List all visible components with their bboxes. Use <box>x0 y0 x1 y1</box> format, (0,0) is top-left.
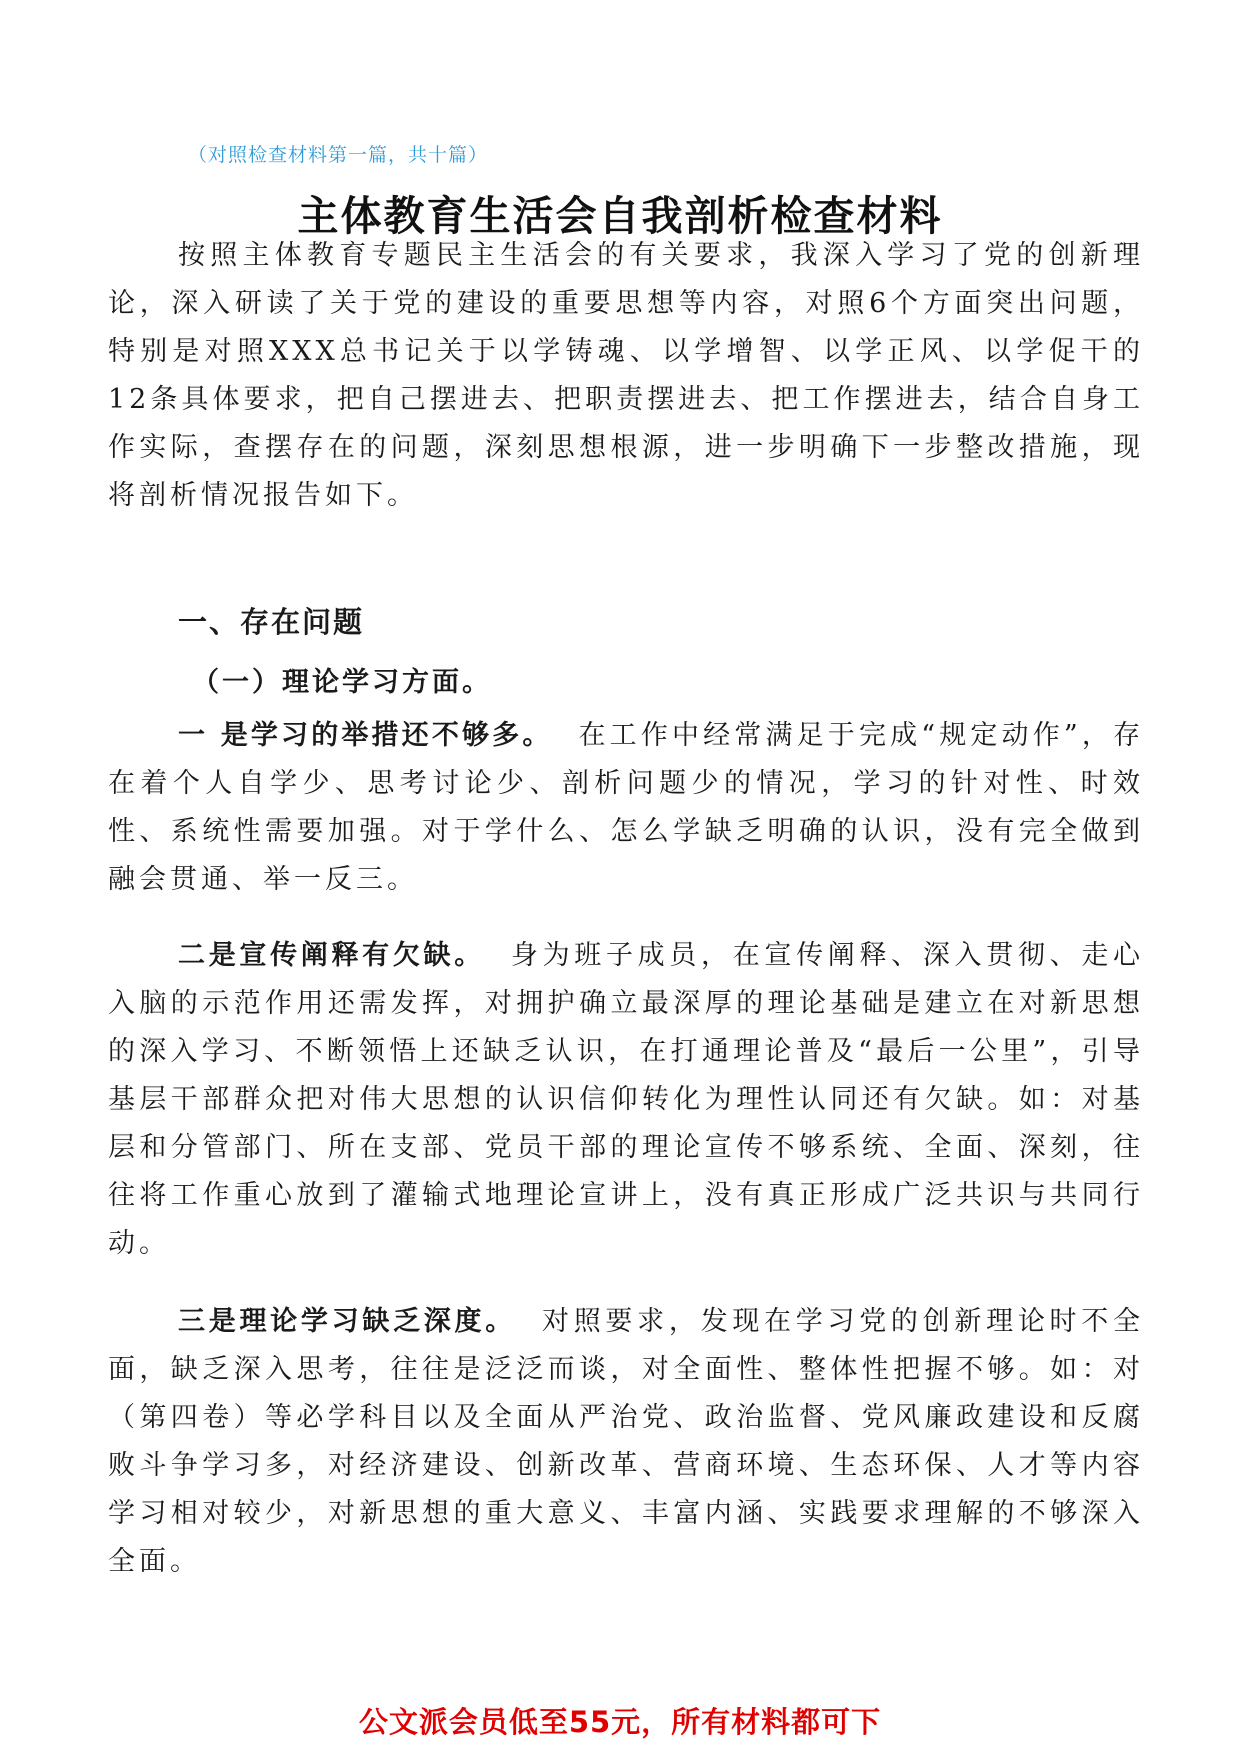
item-text-1: 在工作中经常满足于完成“规定动作”，存在着个人自学少、思考讨论少、剖析问题少的情况，学习的针对性、时效性、系统性需要加强。对于学什么、怎么学缺乏明确的认识，没有完全做到融会贯通、举一反三。 <box>108 720 1144 895</box>
document-title: 主体教育生活会自我剖析检查材料 <box>297 192 943 240</box>
item-paragraph-1 <box>108 712 1144 904</box>
item-paragraph-3 <box>108 1298 1144 1586</box>
item-lead-3: 三是理论学习缺乏深度。 <box>178 1306 516 1337</box>
item-lead-2: 二是宣传阐释有欠缺。 <box>178 940 485 971</box>
item-lead-1: 一 是学习的举措还不够多。 <box>178 720 553 751</box>
promo-banner: 公文派会员低至55元，所有材料都可下 <box>358 1705 882 1739</box>
series-note: （对照检查材料第一篇，共十篇） <box>188 144 489 166</box>
intro-paragraph: 按照主体教育专题民主生活会的有关要求，我深入学习了党的创新理论，深入研读了关于党的建设的重要思想等内容，对照6个方面突出问题，特别是对照XXX总书记关于以学铸魂、以学增智、以学正风、以学促干的12条具体要求，把自己摆进去、把职责摆进去、把工作摆进去，结合自身工作实际，查摆存在的问题，深刻思想根源，进一步明确下一步整改措施，现将剖析情况报告如下。 <box>108 240 1144 511</box>
subsection-heading-theory-study: （一）理论学习方面。 <box>192 667 492 698</box>
item-text-3: 对照要求，发现在学习党的创新理论时不全面，缺乏深入思考，往往是泛泛而谈，对全面性、整体性把握不够。如：对（第四卷）等必学科目以及全面从严治党、政治监督、党风廉政建设和反腐败斗争学习多，对经济建设、创新改革、营商环境、生态环保、人才等内容学习相对较少，对新思想的重大意义、丰富内涵、实践要求理解的不够深入全面。 <box>108 1306 1145 1577</box>
item-text-2: 身为班子成员，在宣传阐释、深入贯彻、走心入脑的示范作用还需发挥，对拥护确立最深厚的理论基础是建立在对新思想的深入学习、不断领悟上还缺乏认识，在打通理论普及“最后一公里”，引导基层干部群众把对伟大思想的认识信仰转化为理性认同还有欠缺。如：对基层和分管部门、所在支部、党员干部的理论宣传不够系统、全面、深刻，往往将工作重心放到了灌输式地理论宣讲上，没有真正形成广泛共识与共同行动。 <box>108 940 1145 1259</box>
section-heading-problems: 一、存在问题 <box>178 605 365 639</box>
item-paragraph-2 <box>108 932 1144 1268</box>
